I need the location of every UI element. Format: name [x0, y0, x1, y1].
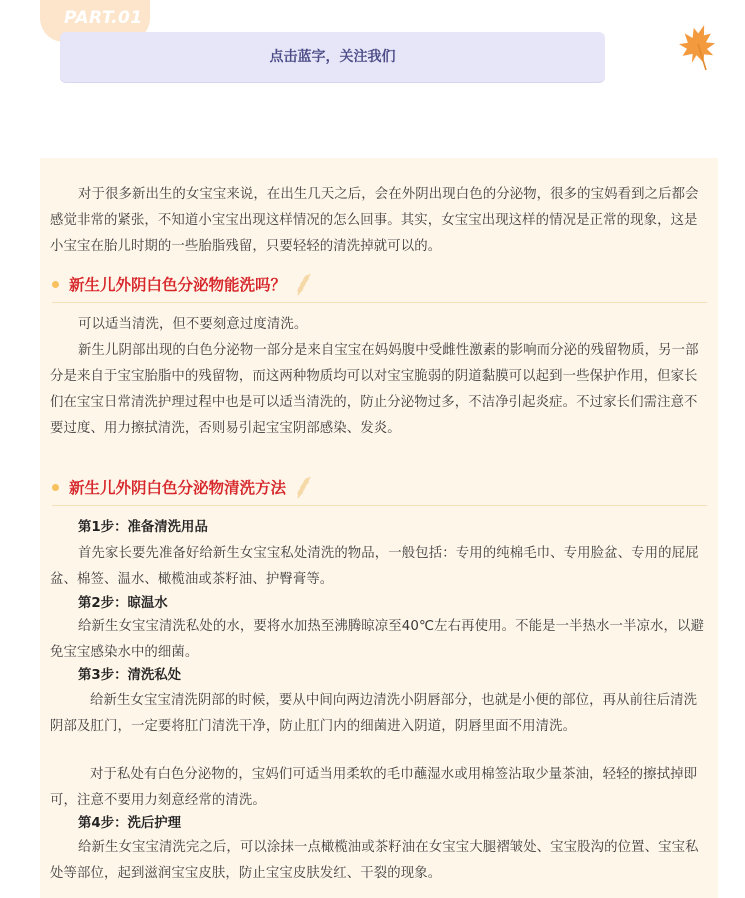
divider — [52, 505, 707, 506]
heading-dot-icon — [52, 281, 59, 288]
step4-text: 给新生女宝宝清洗完之后，可以涂抹一点橄榄油或茶籽油在女宝宝大腿褶皱处、宝宝股沟的位置、宝宝私处等部位，起到滋润宝宝皮肤，防止宝宝皮肤发红、干裂的现象。 — [50, 840, 699, 881]
step1-title: 第1步：准备清洗用品 — [78, 520, 208, 535]
step2-text: 给新生女宝宝清洗私处的水，要将水加热至沸腾晾凉至40℃左右再使用。不能是一半热水一半凉水，以避免宝宝感染水中的细菌。 — [50, 619, 704, 660]
section-heading-2 — [52, 474, 314, 500]
section-heading-1-text: 新生儿外阴白色分泌物能洗吗？ — [69, 276, 287, 294]
wheat-icon — [292, 474, 314, 500]
maple-leaf-icon — [676, 20, 720, 76]
step3-title: 第3步：清洗私处 — [78, 668, 182, 683]
heading-dot-icon — [52, 484, 59, 491]
part-label: PART.01 — [64, 8, 143, 28]
divider — [52, 302, 707, 303]
wheat-icon — [292, 271, 314, 297]
section-heading-2-text: 新生儿外阴白色分泌物清洗方法 — [69, 479, 287, 497]
step4-title: 第4步：洗后护理 — [78, 816, 182, 831]
section1-paragraph-1: 可以适当清洗，但不要刻意过度清洗。 — [78, 317, 308, 332]
follow-banner-text[interactable]: 点击蓝字，关注我们 — [269, 49, 396, 65]
section1-paragraph-2: 新生儿阴部出现的白色分泌物一部分是来自宝宝在妈妈腹中受雌性激素的影响而分泌的残留物质，另一部分是来自于宝宝胎脂中的残留物，而这两种物质均可以对宝宝脆弱的阴道黏膜可以起到一些保护作用，但家长们在宝宝日常清洗护理过程中也是可以适当清洗的，防止分泌物过多，不洁净引起炎症。不过家长们需注意不要过度、用力擦拭清洗，否则易引起宝宝阴部感染、发炎。 — [50, 343, 699, 436]
step3-text-a: 给新生女宝宝清洗阴部的时候，要从中间向两边清洗小阴唇部分，也就是小便的部位，再从前往后清洗阴部及肛门，一定要将肛门清洗干净，防止肛门内的细菌进入阴道，阴唇里面不用清洗。 — [50, 693, 698, 734]
step1-text: 首先家长要先准备好给新生女宝宝私处清洗的物品，一般包括：专用的纯棉毛巾、专用脸盆、专用的屁屁盆、棉签、温水、橄榄油或茶籽油、护臀膏等。 — [50, 546, 699, 587]
step3-text-b: 对于私处有白色分泌物的，宝妈们可适当用柔软的毛巾蘸湿水或用棉签沾取少量茶油，轻轻的擦拭掉即可，注意不要用力刻意经常的清洗。 — [50, 767, 698, 808]
section-heading-1 — [52, 271, 314, 297]
step2-title: 第2步：晾温水 — [78, 596, 168, 611]
intro-paragraph: 对于很多新出生的女宝宝来说，在出生几天之后，会在外阴出现白色的分泌物，很多的宝妈看到之后都会感觉非常的紧张，不知道小宝宝出现这样情况的怎么回事。其实，女宝宝出现这样的情况是正常的现象，这是小宝宝在胎儿时期的一些胎脂残留，只要轻轻的清洗掉就可以的。 — [50, 187, 699, 254]
follow-banner[interactable] — [60, 32, 605, 82]
